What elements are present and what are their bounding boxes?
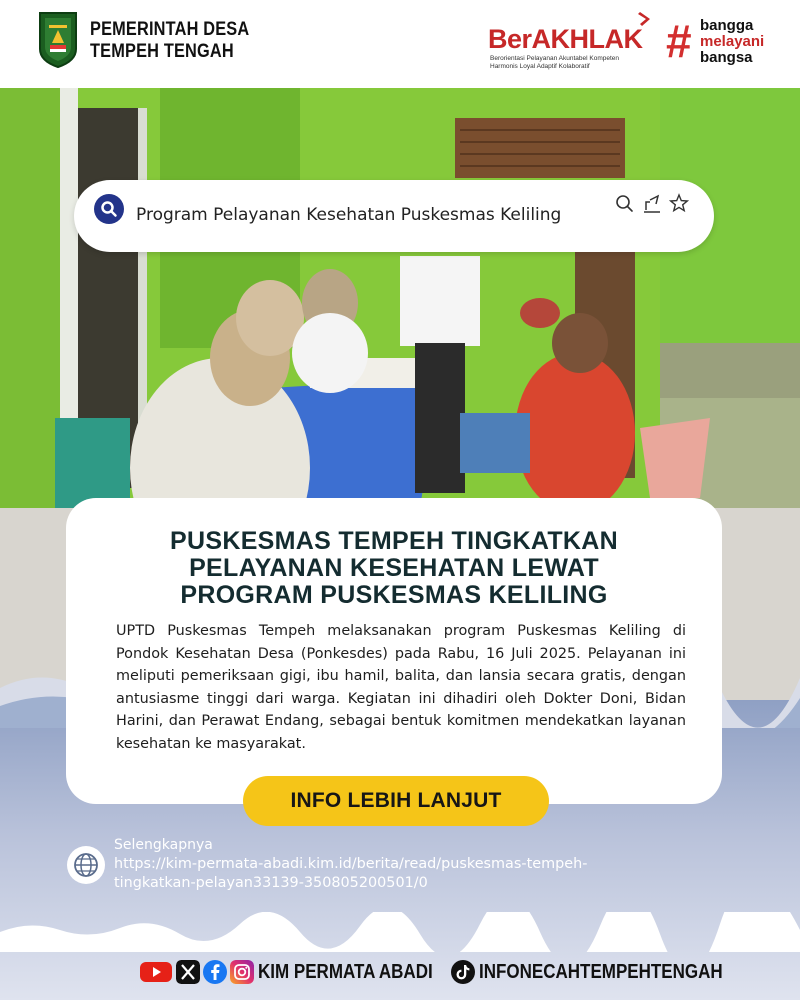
search-query-text[interactable]: Program Pelayanan Kesehatan Puskesmas Keliling [136,205,562,225]
article-body: UPTD Puskesmas Tempeh melaksanakan program Puskesmas Keliling di Pondok Kesehatan Desa (Ponkesdes) pada Rabu, 16 Juli 2025. Pelayanan ini meliputi pemeriksaan gigi, ibu hamil, balita, dan lansia secara gratis, dengan antusiasme tinggi dari warga. Kegiatan ini dihadiri oleh Dokter Doni, Bidan Harini, dan Perawat Endang, sebagai bentuk komitmen mendekatkan layanan kesehatan ke masyarakat. [116,623,686,752]
berakhlak-tagline [490,55,660,71]
search-tools [614,192,704,216]
berakhlak-wordmark: BerAKHLAK [488,24,643,54]
tiktok-account-label: INFONECAHTEMPEHTENGAH [479,961,723,983]
article-url-link[interactable] [114,855,714,893]
link-label: Selengkapnya [114,837,213,853]
article-url-line1[interactable]: https://kim-permata-abadi.kim.id/berita/read/puskesmas-tempeh- [114,856,588,872]
bangga-line1: bangga [700,17,754,34]
instagram-icon[interactable] [230,960,254,984]
government-title-line2: TEMPEH TENGAH [90,41,234,62]
tiktok-icon[interactable] [451,960,475,984]
header [0,0,800,88]
article-card [66,498,722,804]
x-icon[interactable] [176,960,200,984]
globe-icon [67,846,105,884]
government-title [90,19,249,63]
search-button[interactable] [94,194,124,224]
headline-line2: PELAYANAN KESEHATAN LEWAT [189,554,599,582]
search-bar[interactable] [74,180,714,252]
star-icon[interactable] [671,195,688,211]
info-lebih-lanjut-button[interactable]: INFO LEBIH LANJUT [243,776,549,826]
bangga-text [700,18,764,66]
search-icon [94,194,124,224]
berakhlak-tagline-line1: Berorientasi Pelayanan Akuntabel Kompeten [490,55,620,62]
berakhlak-tagline-line2: Harmonis Loyal Adaptif Kolaboratif [490,63,590,70]
bangga-line3: bangsa [700,49,753,66]
headline-line1: PUSKESMAS TEMPEH TINGKATKAN [170,527,618,555]
share-icon[interactable] [644,196,660,212]
youtube-icon[interactable] [140,960,172,984]
article-headline [66,528,722,609]
magnifier-icon[interactable] [617,196,632,211]
berakhlak-logo [488,12,658,74]
article-url-line2[interactable]: tingkatkan-pelayan33139-350805200501/0 [114,875,428,891]
headline-line3: PROGRAM PUSKESMAS KELILING [180,581,608,609]
hashtag-mark: # [666,15,692,67]
bangga-line2: melayani [700,33,765,50]
government-title-line1: PEMERINTAH DESA [90,19,250,40]
kim-permata-abadi-label: KIM PERMATA ABADI [258,961,433,983]
facebook-icon[interactable] [203,960,227,984]
village-emblem-icon [36,11,80,69]
bangga-melayani-bangsa-logo [666,15,791,68]
